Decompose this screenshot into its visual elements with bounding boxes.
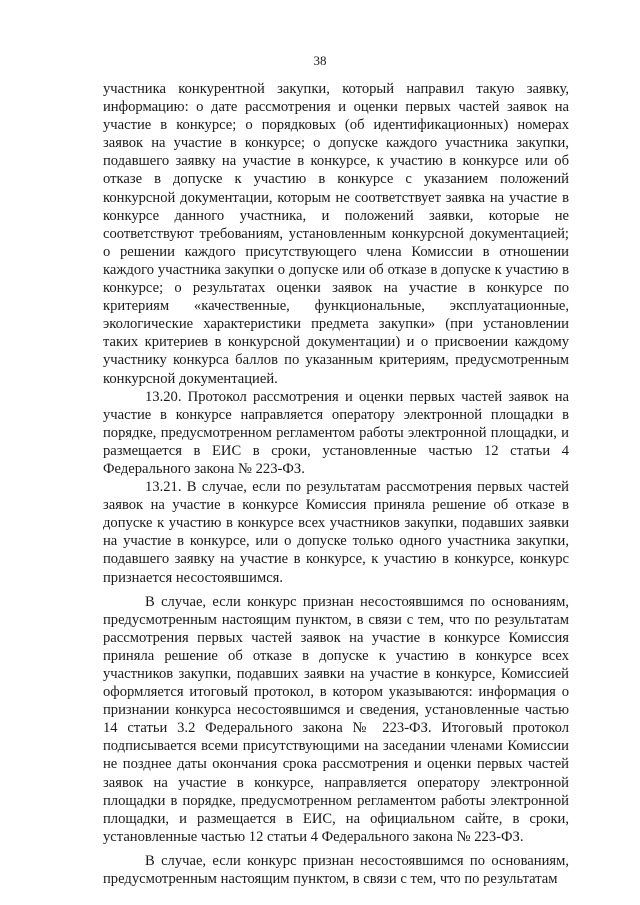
document-body — [103, 80, 569, 888]
paragraph-13-21: 13.21. В случае, если по результатам рассмотрения первых частей заявок на участие в конкурсе Комиссия приняла решение об отказе в допуске к участию в конкурсе всех участников закупки, подавших заявки на участие в конкурсе, или о допуске только одного участника закупки, подавшего заявку на участие в конкурсе, к участию в конкурсе, конкурс признается несостоявшимся. — [103, 479, 569, 586]
paragraph-continuation: участника конкурентной закупки, который направил такую заявку, информацию: о дате рассмотрения и оценки первых частей заявок на участие в конкурсе; о порядковых (об идентификационных) номерах заявок на участие в конкурсе; о допуске каждого участника закупки, подавшего заявку на участие в конкурсе, к участию в конкурсе или об отказе в допуске к участию в конкурсе с указанием положений конкурсной документации, которым не соответствует заявка на участие в конкурсе данного участника, и положений заявки, которые не соответствуют требованиям, установленным конкурсной документацией; о решении каждого присутствующего члена Комиссии в отношении каждого участника закупки о допуске или об отказе в допуске к участию в конкурсе; о результатах оценки заявок на участие в конкурсе по критериям «качественные, функциональные, эксплуатационные, экологические характеристики предмета закупки» (при установлении таких критериев в конкурсной документации) и о присвоении каждому участнику конкурса баллов по указанным критериям, предусмотренным конкурсной документацией. — [103, 81, 569, 387]
paragraph-second-case: В случае, если конкурс признан несостоявшимся по основаниям, предусмотренным настоящим пунктом, в связи с тем, что по результатам — [103, 852, 569, 888]
page-number: 38 — [313, 53, 327, 68]
paragraph-final-protocol: В случае, если конкурс признан несостоявшимся по основаниям, предусмотренным настоящим пунктом, в связи с тем, что по результатам рассмотрения первых частей заявок на участие в конкурсе Комиссия приняла решение об отказе в допуске к участию в конкурсе всех участников закупки, подавших заявки на участие в конкурсе, Комиссией оформляется итоговый протокол, в котором указываются: информация о признании конкурса несостоявшимся и сведения, установленные частью 14 статьи 3.2 Федерального закона № 223-ФЗ. Итоговый протокол подписывается всеми присутствующими на заседании членами Комиссии не позднее даты окончания срока рассмотрения и оценки первых частей заявок на участие в конкурсе, направляется оператору электронной площадки в порядке, предусмотренном регламентом работы электронной площадки, и размещается в ЕИС, на официальном сайте, в сроки, установленные частью 12 статьи 4 Федерального закона № 223-ФЗ. — [103, 593, 569, 845]
paragraph-13-20: 13.20. Протокол рассмотрения и оценки первых частей заявок на участие в конкурсе направляется оператору электронной площадки в порядке, предусмотренном регламентом работы электронной площадки, и размещается в ЕИС в сроки, установленные частью 12 статьи 4 Федерального закона № 223-ФЗ. — [103, 388, 569, 477]
